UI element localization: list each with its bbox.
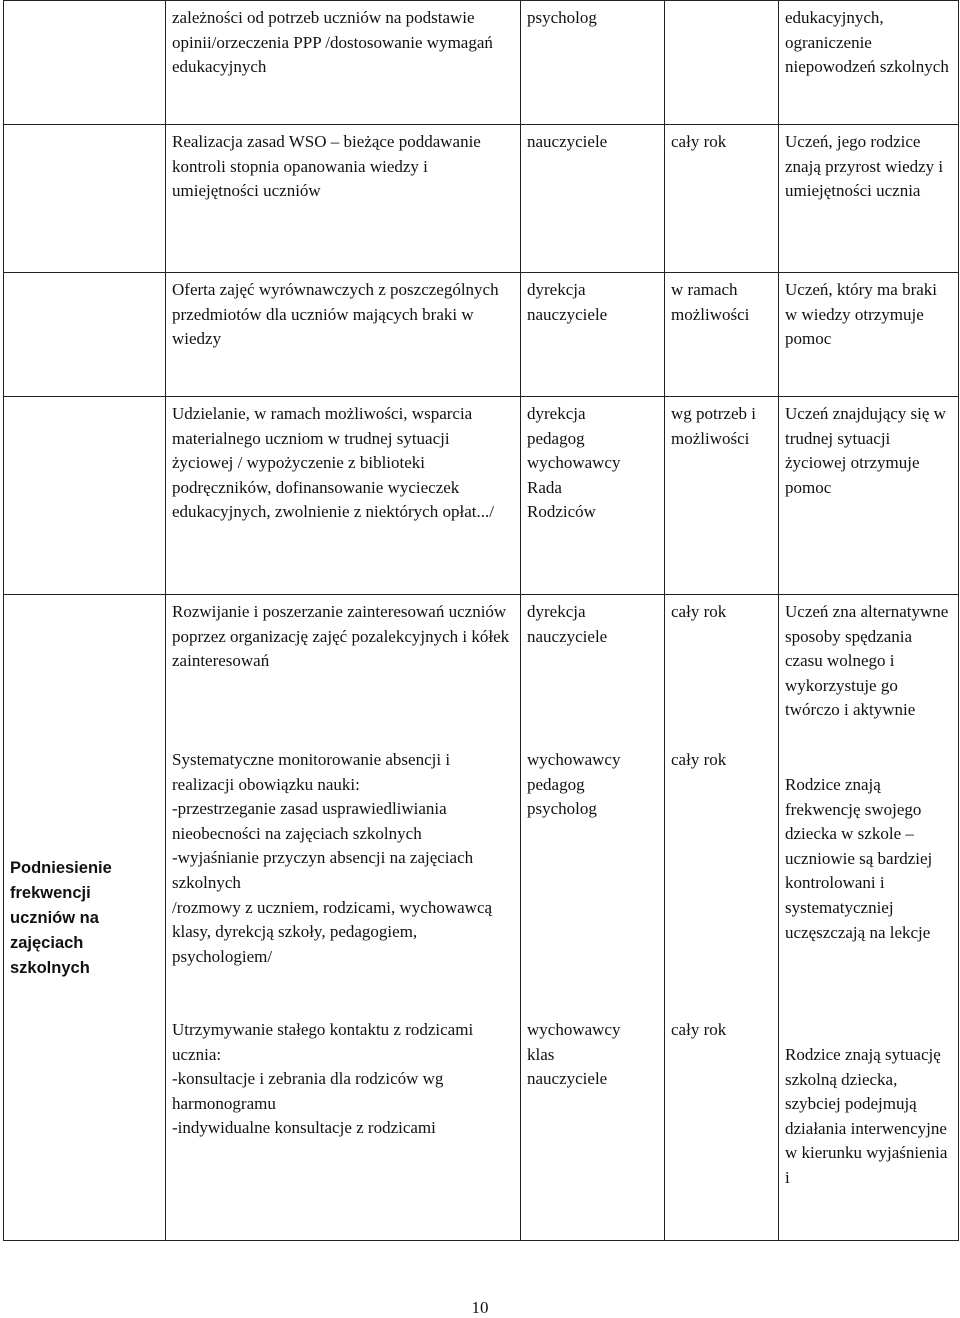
effect-text: Rodzice znają frekwencję swojego dziecka w szkole –uczniowie są bardziej kontrolowani i systematyczniej uczęszczają na lekcje: [785, 775, 933, 942]
plan-table: [3, 0, 959, 1241]
term-text: cały rok: [671, 132, 727, 151]
effect-text: Uczeń, który ma braki w wiedzy otrzymuje pomoc: [785, 280, 937, 349]
effect-cell: [779, 595, 959, 1241]
task-text: Realizacja zasad WSO – bieżące poddawanie kontroli stopnia opanowania wiedzy i umiejętności uczniów: [172, 132, 481, 201]
task-text: Rozwijanie i poszerzanie zainteresowań uczniów poprzez organizację zajęć pozalekcyjnych i kółek zainteresowań: [172, 602, 510, 671]
responsible-cell: [521, 125, 665, 273]
term-cell: [665, 273, 779, 397]
term-text: wg potrzeb i możliwości: [671, 404, 756, 448]
task-text: Utrzymywanie stałego kontaktu z rodzicami ucznia: -konsultacje i zebrania dla rodziców wg harmonogramu -indywidualne konsultacje z rodzicami: [172, 1020, 474, 1138]
task-text: Oferta zajęć wyrównawczych z poszczególnych przedmiotów dla uczniów mających braki w wiedzy: [172, 280, 499, 349]
responsible-cell: [521, 595, 665, 1241]
effect-text: Rodzice znają sytuację szkolną dziecka, szybciej podejmują działania interwencyjne w kierunku wyjaśnienia i: [785, 1045, 948, 1187]
term-cell: [665, 595, 779, 1241]
responsible-cell: [521, 273, 665, 397]
topic-cell: [4, 397, 166, 595]
effect-text: edukacyjnych, ograniczenie niepowodzeń szkolnych: [785, 8, 949, 77]
table-row: [4, 125, 959, 273]
term-cell: [665, 397, 779, 595]
effect-text: Uczeń, jego rodzice znają przyrost wiedzy i umiejętności ucznia: [785, 132, 944, 201]
topic-text: Podniesienie frekwencji uczniów na zajęciach szkolnych: [10, 858, 112, 977]
effect-cell: [779, 273, 959, 397]
responsible-text: dyrekcja pedagog wychowawcy Rada Rodziców: [527, 404, 621, 522]
effect-cell: [779, 1, 959, 125]
term-cell: [665, 1, 779, 125]
table-row: [4, 595, 959, 1241]
effect-cell: [779, 397, 959, 595]
task-text: Systematyczne monitorowanie absencji i realizacji obowiązku nauki: -przestrzeganie zasad usprawiedliwiania nieobecności na zajęciach szkolnych -wyjaśnianie przyczyn absencji na zajęciach szkolnych /rozmowy z uczniem, rodzicami, wychowawcą klasy, dyrekcją szkoły, pedagogiem, psychologiem/: [172, 750, 493, 966]
responsible-text: nauczyciele: [527, 132, 608, 151]
term-cell: [665, 125, 779, 273]
task-cell: [166, 273, 521, 397]
responsible-text: wychowawcy pedagog psycholog: [527, 750, 621, 819]
responsible-text: dyrekcja nauczyciele: [527, 280, 608, 324]
table-row: [4, 397, 959, 595]
effect-cell: [779, 125, 959, 273]
term-text: cały rok: [671, 602, 727, 621]
term-text: w ramach możliwości: [671, 280, 750, 324]
task-cell: [166, 595, 521, 1241]
effect-text: Uczeń znajdujący się w trudnej sytuacji życiowej otrzymuje pomoc: [785, 404, 946, 497]
task-text: Udzielanie, w ramach możliwości, wsparcia materialnego uczniom w trudnej sytuacji życiowej / wypożyczenie z biblioteki podręczników, dofinansowanie wycieczek edukacyjnych, zwolnienie z niektórych opłat.../: [172, 404, 494, 522]
term-text: cały rok: [671, 750, 727, 769]
task-text: zależności od potrzeb uczniów na podstawie opinii/orzeczenia PPP /dostosowanie wymagań edukacyjnych: [172, 8, 493, 77]
topic-cell: [4, 595, 166, 1241]
responsible-text: dyrekcja nauczyciele: [527, 602, 608, 646]
responsible-text: wychowawcy klas nauczyciele: [527, 1020, 621, 1089]
table-row: [4, 273, 959, 397]
responsible-text: psycholog: [527, 8, 597, 27]
task-cell: [166, 397, 521, 595]
task-cell: [166, 125, 521, 273]
topic-cell: [4, 273, 166, 397]
topic-cell: [4, 1, 166, 125]
table-row: [4, 1, 959, 125]
task-cell: [166, 1, 521, 125]
page-number: 10: [471, 1298, 489, 1317]
term-text: cały rok: [671, 1020, 727, 1039]
topic-cell: [4, 125, 166, 273]
responsible-cell: [521, 1, 665, 125]
responsible-cell: [521, 397, 665, 595]
effect-text: Uczeń zna alternatywne sposoby spędzania czasu wolnego i wykorzystuje go twórczo i aktywnie: [785, 602, 949, 720]
